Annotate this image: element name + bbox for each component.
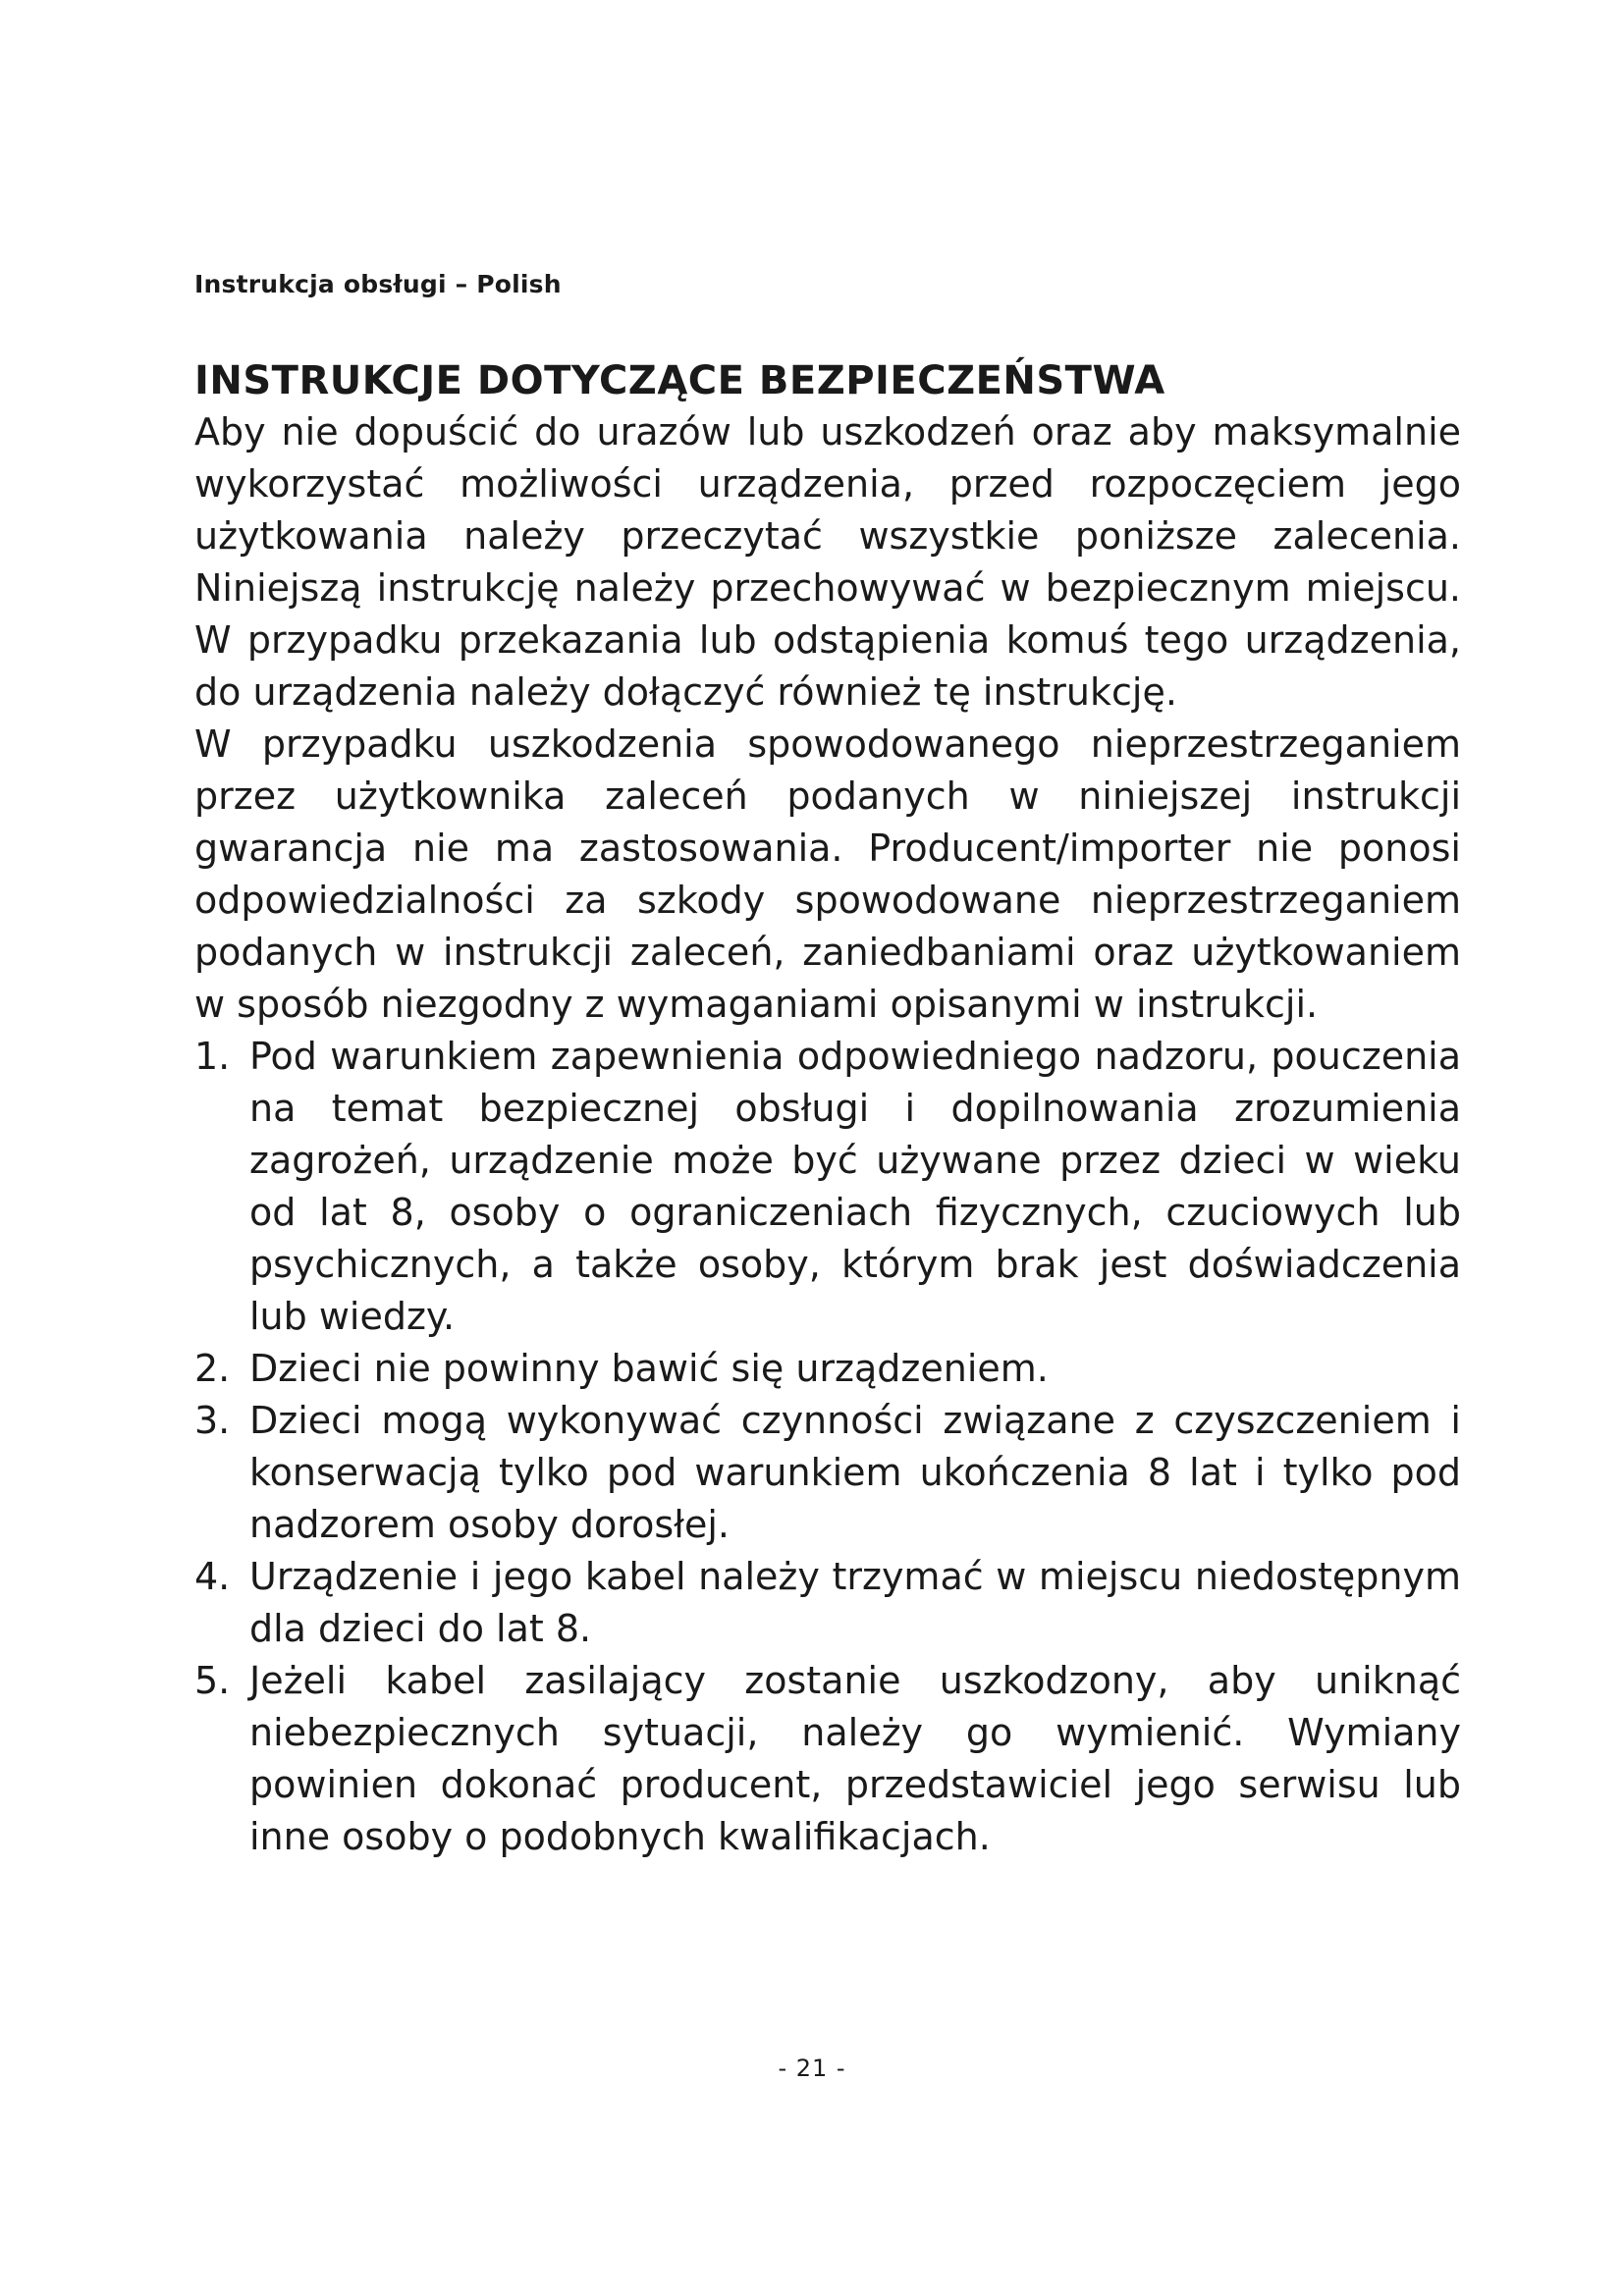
safety-list xyxy=(194,1031,1461,1863)
list-item-number: 4. xyxy=(194,1555,231,1598)
list-item xyxy=(194,1655,1461,1863)
page-header: Instrukcja obsługi – Polish xyxy=(194,270,562,298)
list-item-number: 1. xyxy=(194,1035,231,1078)
section-title: INSTRUKCJE DOTYCZĄCE BEZPIECZEŃSTWA xyxy=(194,358,1165,403)
list-item-number: 3. xyxy=(194,1399,231,1442)
list-item xyxy=(194,1031,1461,1343)
safety-section xyxy=(194,355,1461,1863)
list-item-text: Urządzenie i jego kabel należy trzymać w miejscu niedostępnym dla dzieci do lat 8. xyxy=(249,1555,1461,1650)
list-item-number: 2. xyxy=(194,1347,231,1390)
list-item xyxy=(194,1395,1461,1551)
intro-paragraph: Aby nie dopuścić do urazów lub uszkodzeń oraz aby maksymalnie wykorzystać możliwości urządzenia, przed rozpoczęciem jego użytkowania należy przeczytać wszystkie poniższe zalecenia. Niniejszą instrukcję należy przechowywać w bezpiecznym miejscu. W przypadku przekazania lub odstąpienia komuś tego urządzenia, do urządzenia należy dołączyć również tę instrukcję. xyxy=(194,410,1461,714)
warranty-paragraph: W przypadku uszkodzenia spowodowanego nieprzestrzeganiem przez użytkownika zaleceń podanych w niniejszej instrukcji gwarancja nie ma zastosowania. Producent/importer nie ponosi odpowiedzialności za szkody spowodowane nieprzestrzeganiem podanych w instrukcji zaleceń, zaniedbaniami oraz użytkowaniem w sposób niezgodny z wymaganiami opisanymi w instrukcji. xyxy=(194,722,1461,1026)
list-item xyxy=(194,1343,1461,1395)
list-item xyxy=(194,1551,1461,1655)
list-item-text: Jeżeli kabel zasilający zostanie uszkodzony, aby uniknąć niebezpiecznych sytuacji, należy go wymienić. Wymiany powinien dokonać producent, przedstawiciel jego serwisu lub inne osoby o podobnych kwalifikacjach. xyxy=(249,1659,1461,1858)
list-item-text: Dzieci mogą wykonywać czynności związane z czyszczeniem i konserwacją tylko pod warunkiem ukończenia 8 lat i tylko pod nadzorem osoby dorosłej. xyxy=(249,1399,1461,1546)
list-item-number: 5. xyxy=(194,1659,231,1702)
list-item-text: Pod warunkiem zapewnienia odpowiedniego nadzoru, pouczenia na temat bezpiecznej obsługi i dopilnowania zrozumienia zagrożeń, urządzenie może być używane przez dzieci w wieku od lat 8, osoby o ograniczeniach fizycznych, czuciowych lub psychicznych, a także osoby, którym brak jest doświadczenia lub wiedzy. xyxy=(249,1035,1461,1338)
document-page xyxy=(194,0,1461,2296)
list-item-text: Dzieci nie powinny bawić się urządzeniem. xyxy=(249,1347,1049,1390)
page-number: - 21 - xyxy=(778,2055,846,2082)
